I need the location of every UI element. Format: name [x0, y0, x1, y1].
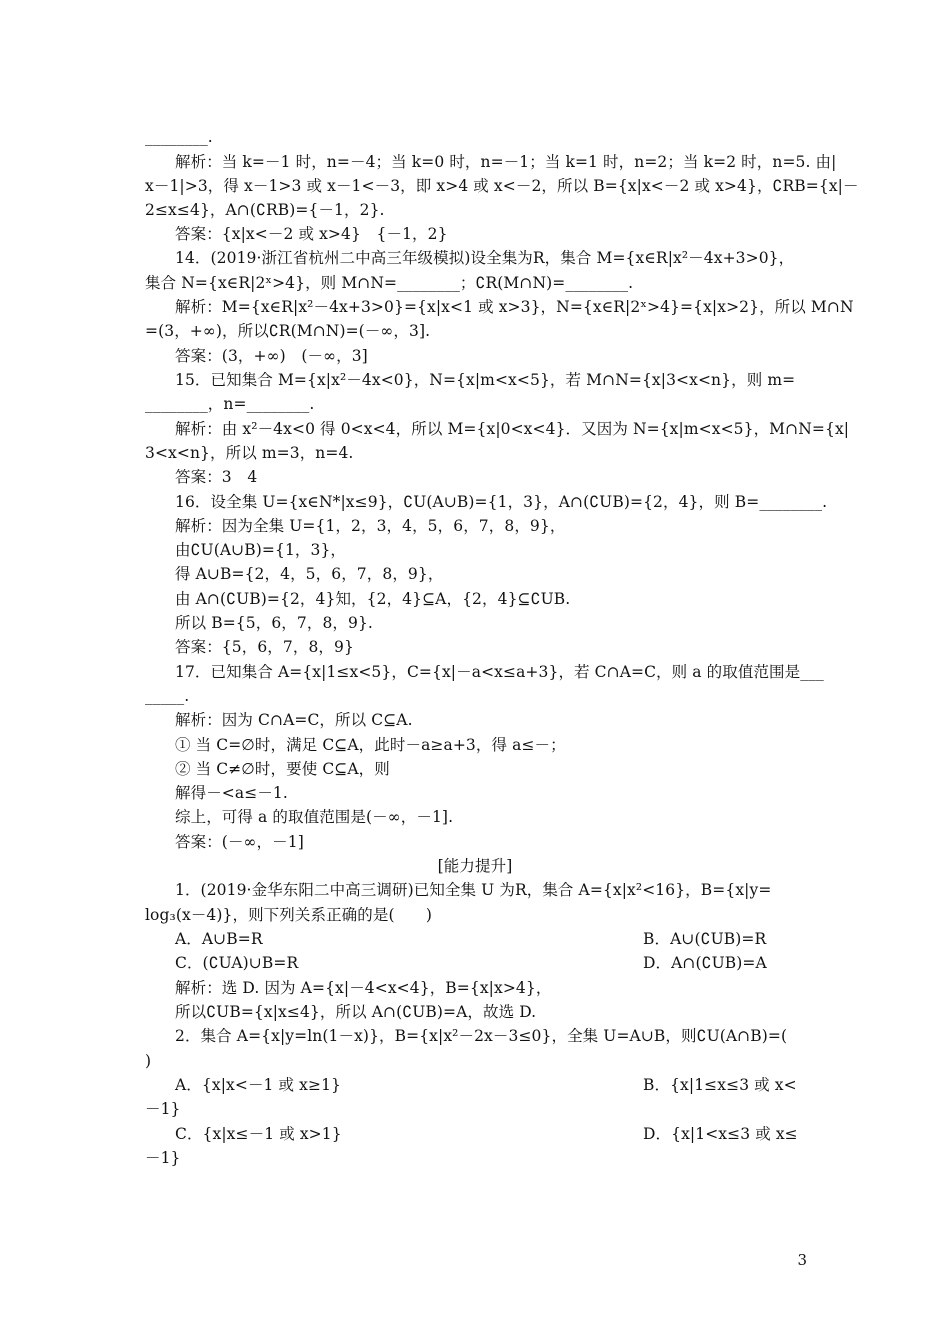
question-17: 17．已知集合 A={x|1≤x<5}，C={x|－a<x≤a+3}，若 C∩A=C，则 a 的取值范围是___ [175, 663, 824, 681]
solution-line: 所以 B={5，6，7，8，9}. [175, 614, 373, 632]
question-15: 15．已知集合 M={x|x²－4x<0}，N={x|m<x<5}，若 M∩N={x|3<x<n}，则 m= [175, 371, 796, 389]
answer-line: 答案：{5，6，7，8，9} [175, 638, 354, 656]
answer-line: 答案：(－∞，－1] [175, 833, 304, 851]
solution-line: 解得－<a≤－1. [175, 784, 288, 802]
question-line: 集合 N={x∈R|2ˣ>4}，则 M∩N=________；∁R(M∩N)=________. [145, 274, 634, 292]
question-2: 2．集合 A={x|y=ln(1－x)}，B={x|x²－2x－3≤0}，全集 U=A∪B，则∁U(A∩B)=( [175, 1027, 788, 1045]
solution-line: 综上，可得 a 的取值范围是(－∞，－1]. [175, 808, 454, 826]
option-d: D．A∩(∁UB)=A [643, 954, 767, 972]
page-number: 3 [797, 1251, 807, 1269]
solution-line: 解析：因为 C∩A=C，所以 C⊆A. [175, 711, 413, 729]
solution-line: 解析：因为全集 U={1，2，3，4，5，6，7，8，9}， [175, 517, 566, 535]
answer-line: 答案：{x|x<－2 或 x>4} {－1，2} [175, 225, 448, 243]
option-d: D．{x|1<x≤3 或 x≤ [643, 1125, 798, 1143]
option-d-continued: －1} [145, 1149, 181, 1167]
solution-line: 由 A∩(∁UB)={2，4}知，{2，4}⊆A，{2，4}⊆∁UB. [175, 590, 571, 608]
question-line: ________，n=________. [145, 395, 315, 413]
solution-line: ② 当 C≠∅时，要使 C⊆A，则 [175, 760, 390, 778]
answer-line: 答案：(3，+∞) (－∞，3] [175, 347, 368, 365]
question-16: 16．设全集 U={x∈N*|x≤9}，∁U(A∪B)={1，3}，A∩(∁UB)={2，4}，则 B=________. [175, 493, 828, 511]
question-line: _____. [145, 687, 190, 705]
solution-line: 2≤x≤4}，A∩(∁RB)={－1，2}. [145, 201, 385, 219]
answer-blank-line: ________. [145, 128, 213, 146]
solution-line: 所以∁UB={x|x≤4}，所以 A∩(∁UB)=A，故选 D. [175, 1003, 537, 1021]
solution-line: =(3，+∞)，所以∁R(M∩N)=(－∞，3]. [145, 322, 431, 340]
option-c: C．{x|x≤－1 或 x>1} [175, 1125, 342, 1143]
question-line: ) [145, 1052, 152, 1070]
option-a: A．{x|x<－1 或 x≥1} [175, 1076, 342, 1094]
solution-line: 由∁U(A∪B)={1，3}， [175, 541, 347, 559]
solution-line: 解析：由 x²－4x<0 得 0<x<4，所以 M={x|0<x<4}．又因为 N={x|m<x<5}，M∩N={x| [175, 420, 850, 438]
option-b: B．A∪(∁UB)=R [643, 930, 767, 948]
solution-line: 得 A∪B={2，4，5，6，7，8，9}， [175, 565, 444, 583]
section-heading: [能力提升] [437, 857, 513, 875]
solution-line: 解析：M={x∈R|x²－4x+3>0}={x|x<1 或 x>3}，N={x∈R|2ˣ>4}={x|x>2}，所以 M∩N [175, 298, 854, 316]
option-b-continued: －1} [145, 1100, 181, 1118]
option-a: A．A∪B=R [175, 930, 263, 948]
question-line: log₃(x－4)}，则下列关系正确的是( ) [145, 906, 432, 924]
solution-line: 解析：选 D. 因为 A={x|－4<x<4}，B={x|x>4}， [175, 979, 552, 997]
solution-line: x－1|>3，得 x－1>3 或 x－1<－3，即 x>4 或 x<－2，所以 B={x|x<－2 或 x>4}，∁RB={x|－ [145, 177, 859, 195]
solution-line: ① 当 C=∅时，满足 C⊆A，此时－a≥a+3，得 a≤－； [175, 736, 566, 754]
question-14: 14．(2019·浙江省杭州二中高三年级模拟)设全集为R，集合 M={x∈R|x²－4x+3>0}， [175, 249, 795, 267]
option-b: B．{x|1≤x≤3 或 x< [643, 1076, 797, 1094]
solution-line: 解析：当 k=－1 时，n=－4；当 k=0 时，n=－1；当 k=1 时，n=2；当 k=2 时，n=5. 由| [175, 153, 837, 171]
solution-line: 3<x<n}，所以 m=3，n=4. [145, 444, 354, 462]
question-1: 1．(2019·金华东阳二中高三调研)已知全集 U 为R，集合 A={x|x²<16}，B={x|y= [175, 881, 772, 899]
option-c: C．(∁UA)∪B=R [175, 954, 299, 972]
answer-line: 答案：3 4 [175, 468, 258, 486]
